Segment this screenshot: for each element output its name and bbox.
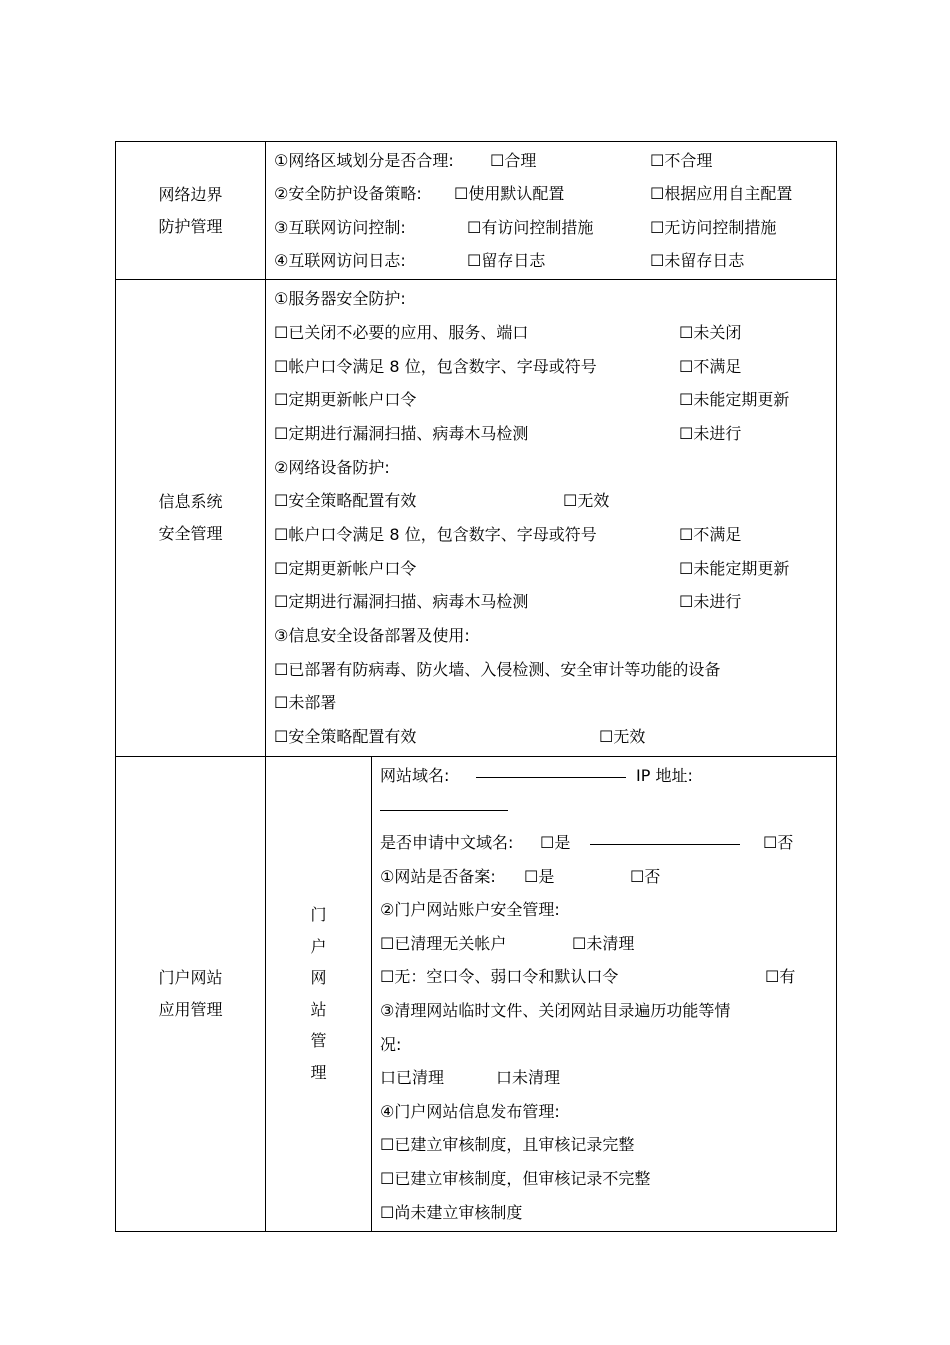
checkbox-option[interactable]: ☐否 — [630, 866, 661, 886]
checkbox-option[interactable]: ☐定期进行漏洞扫描、病毒木马检测 — [274, 592, 529, 612]
item-label: ④门户网站信息发布管理: — [380, 1101, 560, 1121]
checkbox-option[interactable]: ☐是 — [524, 866, 555, 886]
checkbox-option[interactable]: ☐未能定期更新 — [679, 558, 790, 578]
checkbox-option[interactable]: ☐已关闭不必要的应用、服务、端口 — [274, 322, 529, 342]
infosys-item — [274, 451, 836, 485]
portal-item — [380, 893, 836, 927]
portal-item — [380, 759, 836, 793]
security-check-table — [115, 141, 837, 1232]
row-portal — [116, 756, 837, 1231]
category-line: 信息系统 — [158, 492, 223, 511]
portal-item — [380, 860, 836, 894]
checkbox-option[interactable]: ☐未进行 — [679, 592, 742, 612]
item-label: ②门户网站账户安全管理: — [380, 900, 560, 920]
sub-category-char: 网 — [310, 968, 327, 988]
checkbox-option[interactable]: ☐有访问控制措施 — [467, 217, 594, 237]
infosys-item — [274, 653, 836, 687]
portal-item — [380, 826, 836, 860]
checkbox-option[interactable]: ☐尚未建立审核制度 — [380, 1202, 523, 1222]
ip-field[interactable] — [380, 789, 508, 823]
portal-item — [380, 1162, 836, 1196]
item-label: ①网站是否备案: — [380, 866, 496, 886]
item-label: ②安全防护设备策略: — [274, 184, 422, 204]
infosys-item — [274, 484, 836, 518]
checkbox-option[interactable]: ☐合理 — [490, 151, 537, 170]
infosys-item — [274, 316, 836, 350]
checkbox-option[interactable]: ☐根据应用自主配置 — [650, 184, 793, 204]
infosys-content — [266, 280, 837, 757]
infosys-item — [274, 619, 836, 653]
checkbox-option[interactable]: ☐无效 — [599, 727, 646, 747]
boundary-item — [274, 177, 836, 210]
checkbox-option[interactable]: ☐使用默认配置 — [454, 184, 565, 204]
sub-category-portal — [266, 756, 372, 1231]
checkbox-option[interactable]: ☐未进行 — [679, 423, 742, 443]
checkbox-option[interactable]: ☐无效 — [563, 491, 610, 511]
checkbox-option[interactable]: ☐未留存日志 — [650, 250, 745, 270]
portal-item — [380, 792, 836, 826]
sub-category-char: 门 — [310, 905, 327, 925]
sub-category-char: 管 — [310, 1031, 327, 1051]
portal-item — [380, 1028, 836, 1062]
infosys-item — [274, 686, 836, 720]
infosys-item — [274, 720, 836, 754]
cn-domain-label: 是否申请中文域名: — [380, 833, 514, 852]
category-line: 网络边界 — [158, 184, 223, 204]
row-infosys — [116, 280, 837, 757]
checkbox-option[interactable]: ☐定期更新帐户口令 — [274, 390, 417, 410]
row-boundary — [116, 142, 837, 280]
checkbox-option[interactable]: 口未清理 — [496, 1068, 561, 1088]
checkbox-option[interactable]: ☐无访问控制措施 — [650, 217, 777, 237]
infosys-item — [274, 417, 836, 451]
checkbox-option[interactable]: ☐帐户口令满足 8 位，包含数字、字母或符号 — [274, 356, 597, 376]
category-line: 门户网站 — [158, 967, 223, 987]
item-label: ④互联网访问日志: — [274, 250, 406, 270]
item-label: 况: — [380, 1034, 402, 1054]
checkbox-option[interactable]: ☐不满足 — [679, 525, 742, 544]
domain-label: 网站域名: — [380, 765, 450, 785]
item-label: ①服务器安全防护: — [274, 289, 406, 309]
checkbox-option[interactable]: ☐安全策略配置有效 — [274, 727, 417, 747]
category-portal — [116, 756, 266, 1231]
infosys-item — [274, 350, 836, 384]
portal-item — [380, 994, 836, 1028]
ip-label: IP 地址: — [636, 765, 693, 785]
portal-item — [380, 1196, 836, 1230]
boundary-item — [274, 244, 836, 277]
checkbox-option[interactable]: ☐无：空口令、弱口令和默认口令 — [380, 967, 619, 987]
category-infosys — [116, 280, 266, 757]
sub-category-char: 户 — [310, 936, 327, 956]
checkbox-option[interactable]: ☐不满足 — [679, 356, 742, 376]
category-boundary — [116, 142, 266, 280]
boundary-content — [266, 142, 837, 280]
item-label: ②网络设备防护: — [274, 457, 390, 477]
category-line: 安全管理 — [158, 524, 223, 543]
boundary-item — [274, 211, 836, 244]
item-label: ③清理网站临时文件、关闭网站目录遍历功能等情 — [380, 1000, 731, 1020]
portal-item — [380, 1095, 836, 1129]
infosys-item — [274, 552, 836, 586]
boundary-item — [274, 144, 836, 177]
checkbox-option[interactable]: ☐未关闭 — [679, 322, 742, 342]
portal-item — [380, 960, 836, 994]
checkbox-option[interactable]: ☐未清理 — [572, 933, 635, 953]
checkbox-option[interactable]: ☐未能定期更新 — [679, 390, 790, 410]
category-line: 应用管理 — [158, 999, 223, 1019]
checkbox-option[interactable]: ☐帐户口令满足 8 位，包含数字、字母或符号 — [274, 525, 597, 544]
checkbox-option[interactable]: ☐已清理无关帐户 — [380, 933, 507, 953]
infosys-item — [274, 585, 836, 619]
infosys-item — [274, 518, 836, 552]
domain-field[interactable] — [476, 756, 626, 790]
checkbox-option[interactable]: ☐定期进行漏洞扫描、病毒木马检测 — [274, 423, 529, 443]
checkbox-option[interactable]: ☐否 — [763, 833, 794, 852]
cn-domain-field[interactable] — [590, 823, 740, 857]
item-label: ①网络区域划分是否合理: — [274, 151, 454, 170]
checkbox-option[interactable]: ☐安全策略配置有效 — [274, 491, 417, 511]
item-label: ③信息安全设备部署及使用: — [274, 626, 470, 646]
portal-item — [380, 927, 836, 961]
sub-category-char: 站 — [310, 999, 327, 1019]
checkbox-option[interactable]: ☐已建立审核制度，且审核记录完整 — [380, 1135, 635, 1155]
checkbox-option[interactable]: ☐未部署 — [274, 693, 337, 713]
portal-item — [380, 1061, 836, 1095]
sub-category-char: 理 — [310, 1062, 327, 1082]
checkbox-option[interactable]: ☐有 — [765, 967, 796, 987]
checkbox-option[interactable]: ☐已建立审核制度，但审核记录不完整 — [380, 1168, 651, 1188]
category-line: 防护管理 — [158, 216, 223, 236]
checkbox-option[interactable]: ☐留存日志 — [467, 250, 546, 270]
checkbox-option[interactable]: ☐是 — [540, 833, 571, 852]
checkbox-option[interactable]: ☐定期更新帐户口令 — [274, 558, 417, 578]
portal-item — [380, 1128, 836, 1162]
portal-content — [372, 756, 837, 1231]
infosys-item — [274, 383, 836, 417]
checkbox-option[interactable]: ☐已部署有防病毒、防火墙、入侵检测、安全审计等功能的设备 — [274, 659, 721, 679]
item-label: ③互联网访问控制: — [274, 217, 406, 237]
infosys-item — [274, 282, 836, 316]
checkbox-option[interactable]: 口已清理 — [380, 1068, 445, 1088]
checkbox-option[interactable]: ☐不合理 — [650, 151, 713, 170]
